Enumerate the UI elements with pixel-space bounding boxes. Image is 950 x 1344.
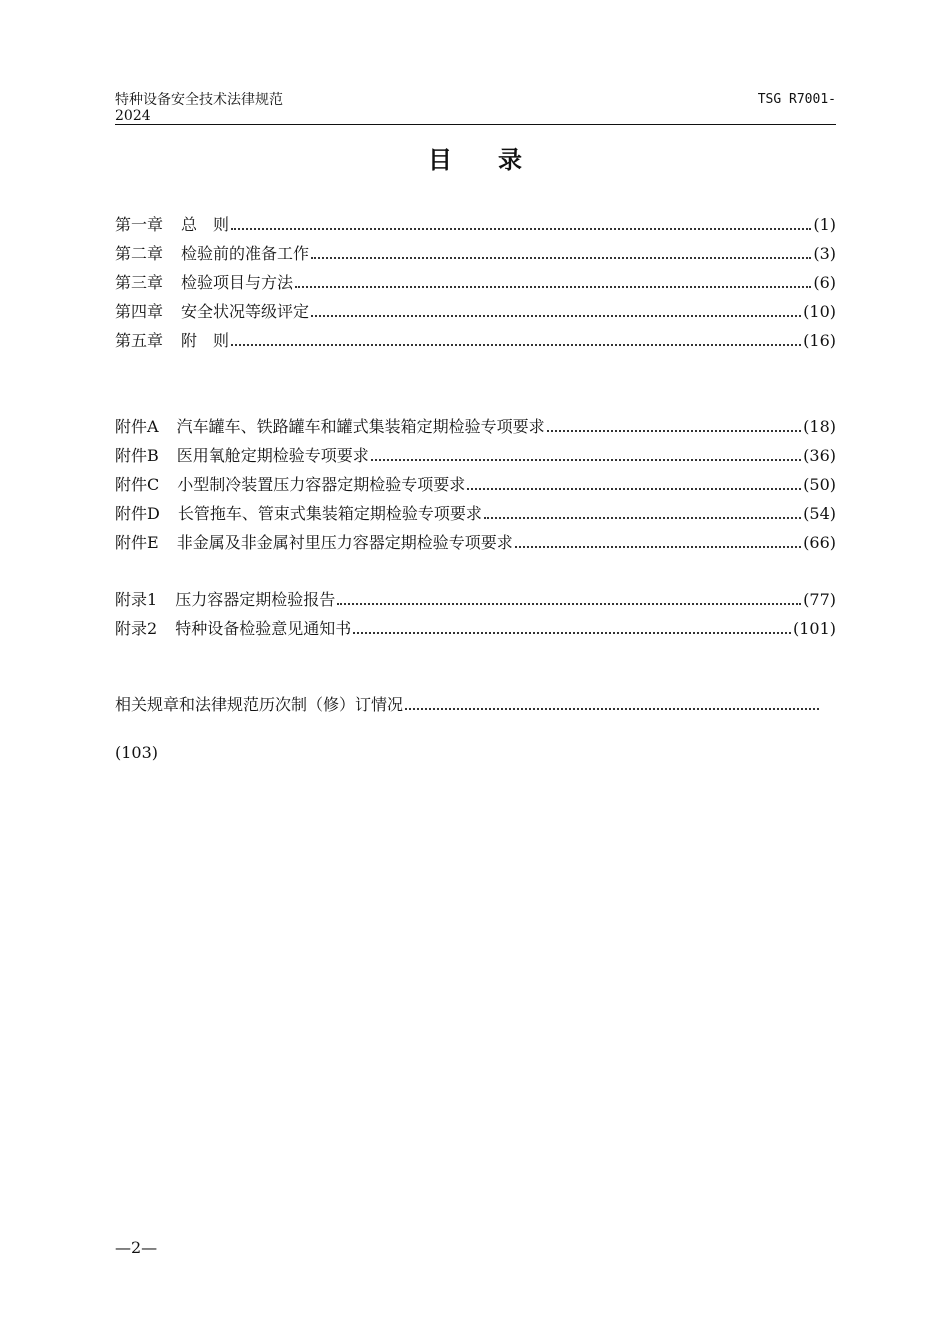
toc-entry-chapter-3[interactable] [115,272,836,294]
header-year: 2024 [115,108,151,124]
toc-entry-number: 附件E [115,533,159,552]
toc-leader-dots [405,708,819,710]
toc-entry-annex-d[interactable] [115,503,836,525]
toc-entry-number: 附件C [115,475,160,494]
toc-entry-number: 附录2 [115,619,158,638]
toc-entry-page: (50) [803,475,836,494]
toc-entry-page: (54) [803,504,836,523]
toc-entry-number: 第四章 [115,302,164,321]
toc-entry-label: 非金属及非金属衬里压力容器定期检验专项要求 [176,533,513,552]
toc-entry-number: 第二章 [115,244,164,263]
header-regulation-title: 特种设备安全技术法律规范 [115,92,283,108]
toc-entry-number: 第五章 [115,331,164,350]
toc-entry-chapter-5[interactable] [115,330,836,352]
toc-entry-page: (18) [803,417,836,436]
toc-entry-chapter-1[interactable] [115,214,836,236]
toc-leader-dots [353,632,791,634]
toc-entry-appendix-1[interactable] [115,589,836,611]
toc-entry-page: (66) [803,533,836,552]
toc-title-char-2: 录 [498,146,522,174]
toc-entry-revision-history[interactable] [115,694,821,716]
toc-entry-annex-a[interactable] [115,416,836,438]
toc-leader-dots [467,488,801,490]
page-header [115,90,836,125]
toc-title [0,140,950,175]
toc-entry-label: 总 则 [181,215,230,234]
toc-entry-label: 汽车罐车、铁路罐车和罐式集装箱定期检验专项要求 [176,417,545,436]
toc-leader-dots [371,459,801,461]
toc-entry-label: 附 则 [181,331,230,350]
toc-leader-dots [337,603,801,605]
toc-entry-page: (1) [813,215,836,234]
toc-leader-dots [515,546,801,548]
toc-entry-chapter-4[interactable] [115,301,836,323]
toc-entry-label: 相关规章和法律规范历次制（修）订情况 [115,695,404,714]
toc-entry-label: 小型制冷装置压力容器定期检验专项要求 [177,475,466,494]
toc-entry-label: 长管拖车、管束式集装箱定期检验专项要求 [177,504,482,523]
header-code: TSG R7001- [757,92,836,107]
toc-entry-annex-c[interactable] [115,474,836,496]
toc-entry-chapter-2[interactable] [115,243,836,265]
toc-entry-appendix-2[interactable] [115,618,836,640]
toc-entry-page: (16) [803,331,836,350]
toc-leader-dots [311,315,801,317]
toc-entry-page: (10) [803,302,836,321]
toc-entry-number: 附录1 [115,590,158,609]
page-number: —2— [115,1238,158,1257]
toc-entry-label: 检验前的准备工作 [181,244,310,263]
toc-entry-page: (6) [813,273,836,292]
toc-entry-label: 检验项目与方法 [181,273,294,292]
toc-entry-label: 安全状况等级评定 [181,302,310,321]
toc-leader-dots [231,228,811,230]
toc-entry-label: 医用氧舱定期检验专项要求 [176,446,369,465]
toc-entry-revision-history-page[interactable] [115,742,836,764]
toc-entry-number: 第三章 [115,273,164,292]
toc-entry-annex-b[interactable] [115,445,836,467]
toc-leader-dots [484,517,801,519]
toc-entry-label: 特种设备检验意见通知书 [175,619,352,638]
toc-entry-number: 附件D [115,504,160,523]
toc-entry-page: (101) [792,619,836,638]
toc-leader-dots [231,344,801,346]
toc-entry-number: 附件A [115,417,159,436]
toc-entry-page: (77) [803,590,836,609]
header-left [115,92,283,124]
toc-entry-number: 第一章 [115,215,164,234]
toc-leader-dots [311,257,811,259]
toc-entry-label: 压力容器定期检验报告 [175,590,336,609]
toc-title-char-1: 目 [428,146,452,174]
toc-entry-page: (103) [115,743,159,762]
toc-leader-dots [547,430,802,432]
toc-entry-page: (36) [803,446,836,465]
toc-entry-annex-e[interactable] [115,532,836,554]
toc-entry-page: (3) [813,244,836,263]
toc-leader-dots [295,286,811,288]
toc-entry-number: 附件B [115,446,159,465]
